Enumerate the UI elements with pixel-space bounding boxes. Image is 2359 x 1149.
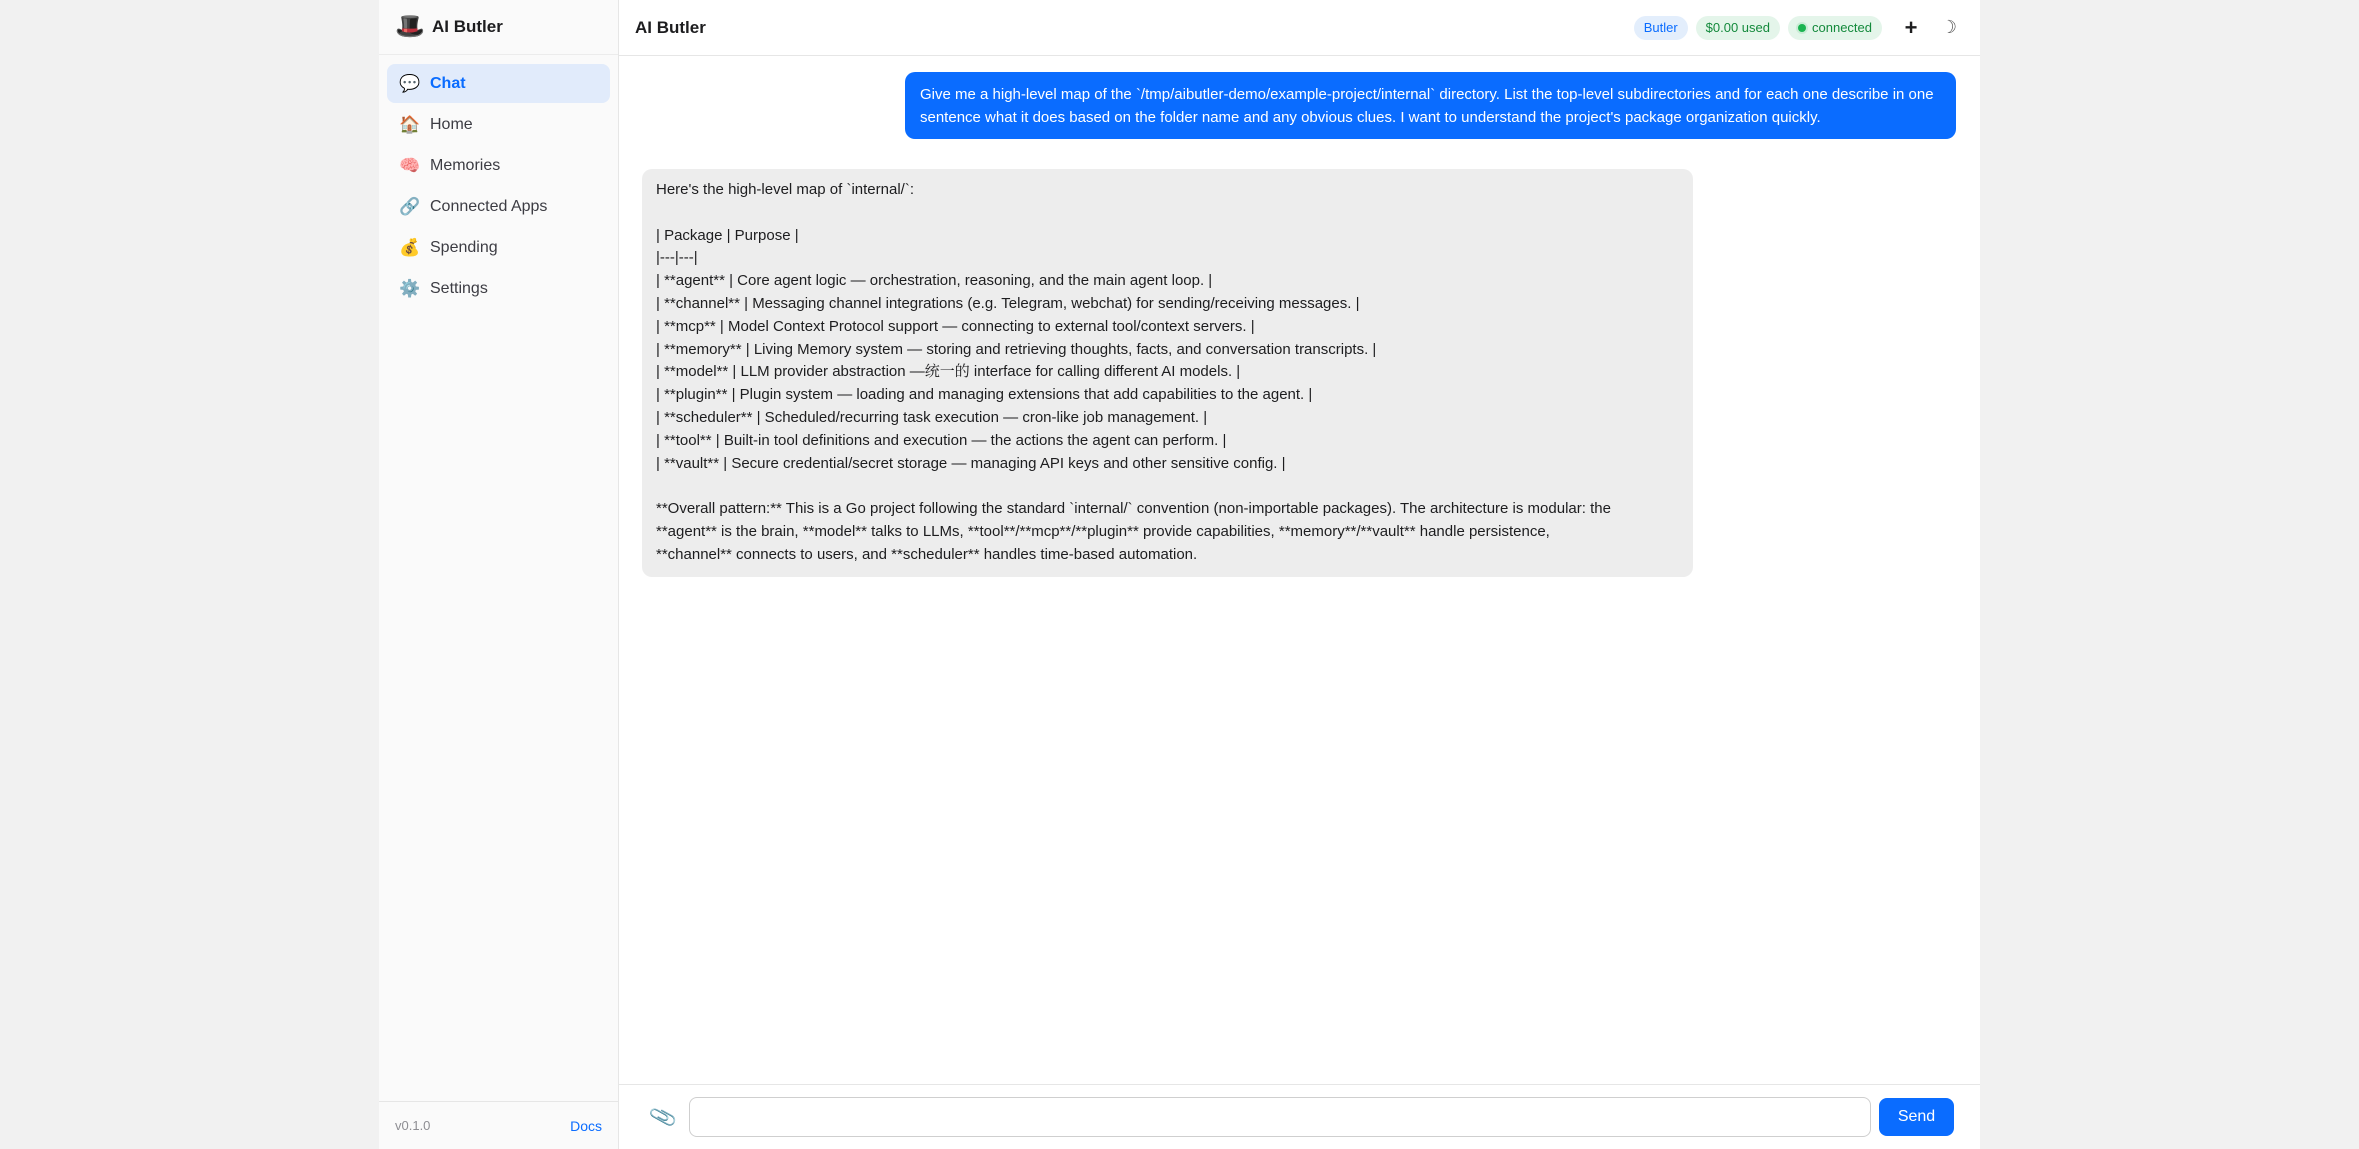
message-list — [619, 56, 1980, 1084]
status-label: connected — [1812, 20, 1872, 35]
moon-icon: ☽ — [1940, 17, 1958, 37]
house-icon: 🏠 — [399, 115, 421, 134]
message-line: **Overall pattern:** This is a Go project following the standard `internal/` convention (non-importable packages). The architecture is modular: the — [656, 500, 1611, 518]
message-line: | **scheduler** | Scheduled/recurring task execution — cron-like job management. | — [656, 408, 1208, 426]
sidebar-footer — [379, 1101, 618, 1149]
sidebar-item-memories[interactable] — [387, 146, 610, 185]
money-bag-icon: 💰 — [399, 238, 421, 257]
sidebar-item-home[interactable] — [387, 105, 610, 144]
cost-badge: $0.00 used — [1696, 16, 1780, 40]
status-dot-icon — [1798, 24, 1806, 32]
speech-bubble-icon: 💬 — [399, 74, 421, 93]
message-line: **channel** connects to users, and **scheduler** handles time-based automation. — [656, 545, 1198, 563]
message-line: Here's the high-level map of `internal/`: — [656, 181, 914, 198]
message-line — [656, 202, 1679, 225]
sidebar-item-label: Spending — [430, 238, 498, 256]
message-line: **agent** is the brain, **model** talks to LLMs, **tool**/**mcp**/**plugin** provide capabilities, **memory**/**vault** handle persistence, — [656, 522, 1550, 540]
new-chat-button[interactable] — [1896, 13, 1926, 43]
page-title: AI Butler — [635, 17, 706, 37]
version-label: v0.1.0 — [395, 1118, 431, 1133]
header — [619, 0, 1980, 56]
header-actions — [1634, 13, 1964, 43]
docs-link[interactable]: Docs — [570, 1117, 602, 1134]
sidebar — [379, 0, 619, 1149]
brain-icon: 🧠 — [399, 156, 421, 175]
user-message — [905, 72, 1956, 139]
sidebar-nav — [379, 55, 618, 309]
message-line: | **channel** | Messaging channel integrations (e.g. Telegram, webchat) for sending/receiving messages. | — [656, 294, 1360, 312]
message-line: | **memory** | Living Memory system — storing and retrieving thoughts, facts, and conversation transcripts. | — [656, 340, 1377, 358]
sidebar-item-label: Home — [430, 115, 473, 133]
message-line: | **model** | LLM provider abstraction —统一的 interface for calling different AI models. | — [656, 363, 1241, 381]
message-input[interactable] — [689, 1097, 1871, 1137]
sidebar-item-label: Memories — [430, 156, 501, 174]
status-badge — [1788, 16, 1882, 40]
message-line: |---|---| — [656, 249, 698, 267]
sidebar-item-label: Chat — [430, 74, 466, 92]
message-line: | **tool** | Built-in tool definitions and execution — the actions the agent can perform. | — [656, 431, 1227, 449]
message-line — [656, 475, 1679, 498]
message-line: | **mcp** | Model Context Protocol support — connecting to external tool/context servers. | — [656, 317, 1255, 335]
message-line: | **vault** | Secure credential/secret storage — managing API keys and other sensitive config. | — [656, 454, 1286, 472]
app-window — [379, 0, 1980, 1149]
message-line: | Package | Purpose | — [656, 226, 799, 244]
assistant-message — [642, 169, 1693, 577]
sidebar-item-label: Settings — [430, 279, 488, 297]
agent-badge: Butler — [1634, 16, 1688, 40]
send-button[interactable]: Send — [1879, 1098, 1954, 1136]
sidebar-item-connected-apps[interactable] — [387, 187, 610, 226]
brand — [379, 0, 618, 55]
message-line: | **plugin** | Plugin system — loading and managing extensions that add capabilities to the agent. | — [656, 386, 1313, 404]
user-message-text: Give me a high-level map of the `/tmp/aibutler-demo/example-project/internal` directory. List the top-level subdirectories and for each one describe in one sentence what it does based on the folder name and any obvious clues. I want to understand the project's package organization quickly. — [920, 86, 1934, 126]
sidebar-item-chat[interactable] — [387, 64, 610, 103]
sidebar-item-settings[interactable] — [387, 269, 610, 308]
top-hat-icon: 🎩 — [395, 13, 425, 40]
link-icon: 🔗 — [399, 197, 421, 216]
message-line: | **agent** | Core agent logic — orchestration, reasoning, and the main agent loop. | — [656, 272, 1213, 290]
brand-title: AI Butler — [432, 17, 503, 36]
plus-icon: + — [1904, 14, 1918, 40]
sidebar-item-label: Connected Apps — [430, 197, 548, 215]
theme-toggle-button[interactable] — [1934, 13, 1964, 43]
paperclip-icon[interactable]: 📎 — [647, 1102, 679, 1133]
main-panel — [619, 0, 1980, 1149]
composer — [619, 1084, 1980, 1149]
sidebar-item-spending[interactable] — [387, 228, 610, 267]
gear-icon: ⚙️ — [399, 279, 421, 298]
